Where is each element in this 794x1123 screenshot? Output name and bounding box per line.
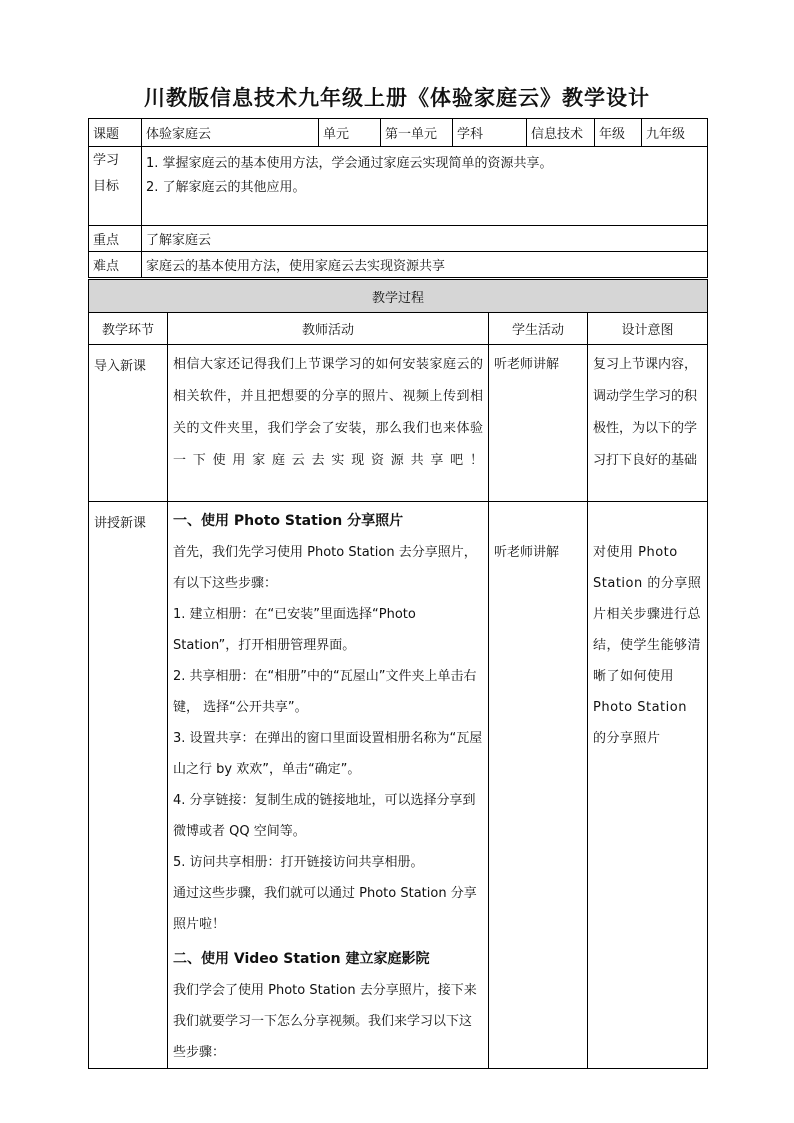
header-intent: 设计意图: [588, 313, 708, 345]
goals-row: [89, 147, 708, 226]
course-value: 体验家庭云: [142, 119, 319, 147]
goals-label: [89, 147, 142, 226]
lesson-info-table: [88, 118, 708, 278]
grade-value: 九年级: [642, 119, 708, 147]
main-stage: 讲授新课: [89, 502, 168, 1069]
goal-item: 2. 了解家庭云的其他应用。: [146, 180, 306, 195]
goals-label-line-2: 目标: [93, 179, 120, 194]
difficulty-value: 家庭云的基本使用方法，使用家庭云去实现资源共享: [142, 252, 708, 278]
course-row: [89, 119, 708, 147]
goals-content: [142, 147, 708, 226]
section-1-title: 一、使用 Photo Station 分享照片: [173, 513, 404, 529]
key-label: 重点: [89, 226, 142, 252]
intro-stage: 导入新课: [89, 345, 168, 502]
section-1-intro: 首先，我们先学习使用 Photo Station 去分享照片，有以下这些步骤：: [173, 545, 477, 591]
header-stage: 教学环节: [89, 313, 168, 345]
step-item: 2. 共享相册：在“相册”中的“瓦屋山”文件夹上单击右键， 选择“公开共享”。: [173, 669, 477, 715]
step-item: 1. 建立相册：在“已安装”里面选择“Photo Station”，打开相册管理界面。: [173, 607, 416, 653]
document-title: 川教版信息技术九年级上册《体验家庭云》教学设计: [144, 85, 650, 110]
unit-value: 第一单元: [381, 119, 453, 147]
difficulty-label: 难点: [89, 252, 142, 278]
section-2-intro: 我们学会了使用 Photo Station 去分享照片，接下来我们就要学习一下怎么分享视频。我们来学习以下这些步骤：: [173, 983, 477, 1060]
header-student: 学生活动: [489, 313, 588, 345]
section-2-title: 二、使用 Video Station 建立家庭影院: [173, 951, 430, 967]
step-item: 4. 分享链接：复制生成的链接地址，可以选择分享到微博或者 QQ 空间等。: [173, 793, 476, 839]
main-row: [89, 502, 708, 1069]
key-row: [89, 226, 708, 252]
step-item: 3. 设置共享：在弹出的窗口里面设置相册名称为“瓦屋山之行 by 欢欢”，单击“确定”。: [173, 731, 483, 777]
intro-teacher: 相信大家还记得我们上节课学习的如何安装家庭云的相关软件，并且把想要的分享的照片、视频上传到相关的文件夹里，我们学会了安装，那么我们也来体验一下使用家庭云去实现资源共享吧！: [168, 345, 489, 502]
step-item: 5. 访问共享相册：打开链接访问共享相册。: [173, 855, 424, 870]
goals-label-line-1: 学习: [93, 153, 120, 168]
section-1-outro: 通过这些步骤，我们就可以通过 Photo Station 分享照片啦！: [173, 886, 477, 932]
teaching-process-table: [88, 279, 708, 1069]
process-header-row: [89, 313, 708, 345]
header-teacher: 教师活动: [168, 313, 489, 345]
subject-value: 信息技术: [527, 119, 595, 147]
goal-item: 1. 掌握家庭云的基本使用方法，学会通过家庭云实现简单的资源共享。: [146, 156, 553, 171]
main-teacher: [168, 502, 489, 1069]
unit-label: 单元: [319, 119, 381, 147]
process-band-title: 教学过程: [89, 280, 708, 313]
intro-row: [89, 345, 708, 502]
difficulty-row: [89, 252, 708, 278]
main-intent: 对使用 Photo Station 的分享照片相关步骤进行总结，使学生能够清晰了如何使用 Photo Station 的分享照片: [588, 502, 708, 1069]
process-band-row: [89, 280, 708, 313]
main-student: 听老师讲解: [489, 502, 588, 1069]
course-label: 课题: [89, 119, 142, 147]
subject-label: 学科: [453, 119, 527, 147]
key-value: 了解家庭云: [142, 226, 708, 252]
intro-student: 听老师讲解: [489, 345, 588, 502]
intro-intent: 复习上节课内容，调动学生学习的积极性，为以下的学习打下良好的基础: [588, 345, 708, 502]
grade-label: 年级: [595, 119, 642, 147]
